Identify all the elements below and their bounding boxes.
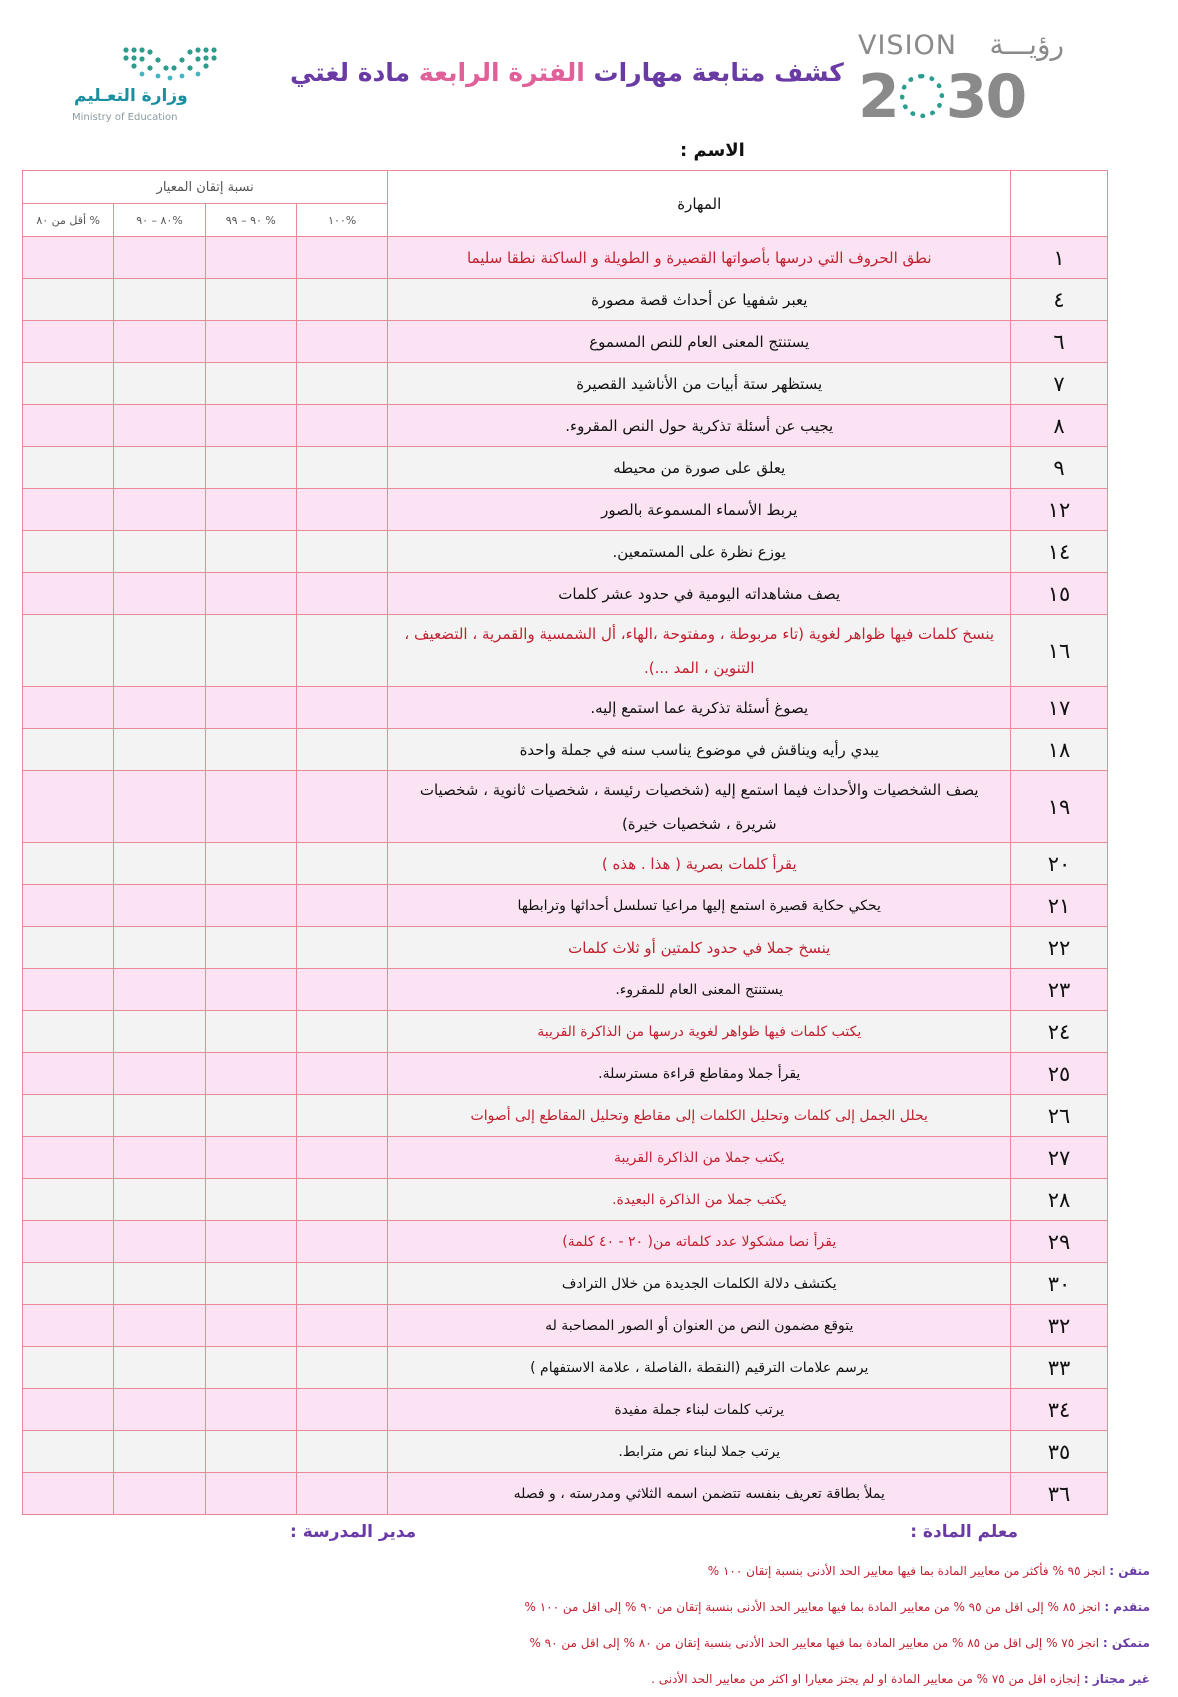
table-row bbox=[23, 1347, 1108, 1389]
table-row bbox=[23, 885, 1108, 927]
skill-number: ٣٢ bbox=[1011, 1305, 1108, 1347]
mastery-cell[interactable] bbox=[23, 729, 114, 771]
mastery-cell[interactable] bbox=[205, 1221, 296, 1263]
mastery-cell[interactable] bbox=[296, 573, 387, 615]
range-90-99: ٩٠ – ٩٩ % bbox=[205, 204, 296, 237]
mastery-cell[interactable] bbox=[114, 321, 205, 363]
skill-number: ١٩ bbox=[1011, 771, 1108, 843]
skill-number: ٢١ bbox=[1011, 885, 1108, 927]
skill-text: يملأ بطاقة تعريف بنفسه تتضمن اسمه الثلاثي ومدرسته ، و فصله bbox=[388, 1473, 1011, 1515]
range-below-80: أقل من ٨٠ % bbox=[23, 204, 114, 237]
skill-number: ٨ bbox=[1011, 405, 1108, 447]
mastery-cell[interactable] bbox=[296, 1095, 387, 1137]
skill-number: ٣٣ bbox=[1011, 1347, 1108, 1389]
mastery-cell[interactable] bbox=[205, 843, 296, 885]
table-row bbox=[23, 1137, 1108, 1179]
mastery-cell[interactable] bbox=[296, 1347, 387, 1389]
mastery-cell[interactable] bbox=[114, 447, 205, 489]
mastery-cell[interactable] bbox=[296, 1263, 387, 1305]
mastery-cell[interactable] bbox=[296, 927, 387, 969]
mastery-cell[interactable] bbox=[114, 687, 205, 729]
mastery-cell[interactable] bbox=[296, 447, 387, 489]
skill-text: يوزع نظرة على المستمعين. bbox=[388, 531, 1011, 573]
mastery-header: نسبة إتقان المعيار bbox=[23, 171, 388, 204]
mastery-cell[interactable] bbox=[114, 1179, 205, 1221]
table-row bbox=[23, 1221, 1108, 1263]
table-row bbox=[23, 237, 1108, 279]
skill-text: يحكي حكاية قصيرة استمع إليها مراعيا تسلسل أحداثها وترابطها bbox=[388, 885, 1011, 927]
mastery-cell[interactable] bbox=[114, 1221, 205, 1263]
mastery-cell[interactable] bbox=[23, 885, 114, 927]
skill-text: يستنتج المعنى العام للنص المسموع bbox=[388, 321, 1011, 363]
skill-number: ١٢ bbox=[1011, 489, 1108, 531]
legend-label: غير مجتاز : bbox=[1083, 1672, 1150, 1686]
mastery-cell[interactable] bbox=[296, 843, 387, 885]
legend-line bbox=[529, 1636, 1150, 1650]
mastery-cell[interactable] bbox=[205, 489, 296, 531]
mastery-cell[interactable] bbox=[23, 1011, 114, 1053]
mastery-cell[interactable] bbox=[205, 363, 296, 405]
mastery-cell[interactable] bbox=[205, 1263, 296, 1305]
mastery-cell[interactable] bbox=[23, 1389, 114, 1431]
student-name-label: الاسم : bbox=[680, 140, 745, 161]
skill-number: ١٨ bbox=[1011, 729, 1108, 771]
table-row bbox=[23, 771, 1108, 843]
table-row bbox=[23, 279, 1108, 321]
mastery-cell[interactable] bbox=[23, 1095, 114, 1137]
mastery-cell[interactable] bbox=[23, 1179, 114, 1221]
mastery-cell[interactable] bbox=[114, 279, 205, 321]
skill-number: ٣٥ bbox=[1011, 1431, 1108, 1473]
mastery-cell[interactable] bbox=[23, 321, 114, 363]
skill-text: يقرأ كلمات بصرية ( هذا . هذه ) bbox=[388, 843, 1011, 885]
mastery-cell[interactable] bbox=[114, 927, 205, 969]
table-row bbox=[23, 531, 1108, 573]
mastery-cell[interactable] bbox=[23, 1053, 114, 1095]
mastery-cell[interactable] bbox=[296, 1053, 387, 1095]
table-row bbox=[23, 927, 1108, 969]
table-row bbox=[23, 573, 1108, 615]
mastery-cell[interactable] bbox=[23, 447, 114, 489]
mastery-cell[interactable] bbox=[23, 969, 114, 1011]
skill-text: نطق الحروف التي درسها بأصواتها القصيرة و الطويلة و الساكنة نطقا سليما bbox=[388, 237, 1011, 279]
mastery-cell[interactable] bbox=[114, 885, 205, 927]
skill-text: يحلل الجمل إلى كلمات وتحليل الكلمات إلى مقاطع وتحليل المقاطع إلى أصوات bbox=[388, 1095, 1011, 1137]
table-row bbox=[23, 1305, 1108, 1347]
skill-number: ٢٨ bbox=[1011, 1179, 1108, 1221]
title-part-3: مادة لغتي bbox=[290, 58, 411, 87]
mastery-cell[interactable] bbox=[205, 1095, 296, 1137]
mastery-cell[interactable] bbox=[114, 969, 205, 1011]
mastery-cell[interactable] bbox=[114, 771, 205, 843]
legend-text: انجز ٧٥ % إلى اقل من ٨٥ % من معايير المادة بما فيها معايير الحد الأدنى بنسبة إتقان من ٨٠ % إلى اقل من ٩٠ % bbox=[529, 1636, 1100, 1650]
skill-text: يرتب كلمات لبناء جملة مفيدة bbox=[388, 1389, 1011, 1431]
skill-number: ٩ bbox=[1011, 447, 1108, 489]
table-row bbox=[23, 321, 1108, 363]
mastery-cell[interactable] bbox=[23, 1305, 114, 1347]
principal-signature-label: مدير المدرسة : bbox=[290, 1522, 417, 1542]
legend-text: انجز ٨٥ % إلى اقل من ٩٥ % من معايير المادة بما فيها معايير الحد الأدنى بنسبة إتقان من ٩٠ % إلى اقل من ١٠٠ % bbox=[524, 1600, 1101, 1614]
vision-2030-logo bbox=[858, 30, 1068, 130]
skill-number: ٣٤ bbox=[1011, 1389, 1108, 1431]
skill-number: ٧ bbox=[1011, 363, 1108, 405]
mastery-cell[interactable] bbox=[23, 843, 114, 885]
skill-number: ٣٠ bbox=[1011, 1263, 1108, 1305]
table-row bbox=[23, 1011, 1108, 1053]
skill-text: يكتب جملا من الذاكرة القريبة bbox=[388, 1137, 1011, 1179]
mastery-cell[interactable] bbox=[23, 363, 114, 405]
table-row bbox=[23, 489, 1108, 531]
skill-number: ٢٢ bbox=[1011, 927, 1108, 969]
skills-table bbox=[22, 170, 1108, 1515]
skill-header: المهارة bbox=[388, 171, 1011, 237]
skill-text: يستنتج المعنى العام للمقروء. bbox=[388, 969, 1011, 1011]
skill-number: ١ bbox=[1011, 237, 1108, 279]
mastery-cell[interactable] bbox=[296, 1179, 387, 1221]
skill-number: ٢٩ bbox=[1011, 1221, 1108, 1263]
skill-text: يقرأ نصا مشكولا عدد كلماته من( ٢٠ - ٤٠ كلمة) bbox=[388, 1221, 1011, 1263]
mastery-cell[interactable] bbox=[296, 1389, 387, 1431]
mastery-cell[interactable] bbox=[205, 1431, 296, 1473]
mastery-cell[interactable] bbox=[23, 1431, 114, 1473]
skill-text: يصف مشاهداته اليومية في حدود عشر كلمات bbox=[388, 573, 1011, 615]
skill-number: ٢٦ bbox=[1011, 1095, 1108, 1137]
mastery-cell[interactable] bbox=[205, 237, 296, 279]
mastery-cell[interactable] bbox=[23, 927, 114, 969]
mastery-cell[interactable] bbox=[114, 363, 205, 405]
skill-number: ٤ bbox=[1011, 279, 1108, 321]
mastery-cell[interactable] bbox=[296, 1011, 387, 1053]
vision-word: VISION bbox=[858, 30, 957, 61]
skill-text: يكتب جملا من الذاكرة البعيدة. bbox=[388, 1179, 1011, 1221]
skill-text: يرتب جملا لبناء نص مترابط. bbox=[388, 1431, 1011, 1473]
mastery-cell[interactable] bbox=[23, 615, 114, 687]
table-row bbox=[23, 1095, 1108, 1137]
mastery-cell[interactable] bbox=[114, 237, 205, 279]
mastery-cell[interactable] bbox=[296, 489, 387, 531]
mastery-cell[interactable] bbox=[114, 531, 205, 573]
page-footer bbox=[0, 1522, 1178, 1697]
mastery-cell[interactable] bbox=[205, 1305, 296, 1347]
skill-text: يبدي رأيه ويناقش في موضوع يناسب سنه في جملة واحدة bbox=[388, 729, 1011, 771]
palm-emblem-icon bbox=[900, 74, 944, 118]
skill-text: ينسخ جملا في حدود كلمتين أو ثلاث كلمات bbox=[388, 927, 1011, 969]
mastery-cell[interactable] bbox=[23, 1263, 114, 1305]
skill-number: ١٧ bbox=[1011, 687, 1108, 729]
skill-text: يتوقع مضمون النص من العنوان أو الصور المصاحبة له bbox=[388, 1305, 1011, 1347]
table-row bbox=[23, 1053, 1108, 1095]
ministry-dots-icon bbox=[120, 44, 230, 84]
table-row bbox=[23, 729, 1108, 771]
legend-label: متقن : bbox=[1109, 1564, 1150, 1578]
mastery-cell[interactable] bbox=[296, 405, 387, 447]
skill-number: ٢٠ bbox=[1011, 843, 1108, 885]
mastery-cell[interactable] bbox=[205, 573, 296, 615]
legend-label: متمكن : bbox=[1102, 1636, 1150, 1650]
legend-text: انجز ٩٥ % فأكثر من معايير المادة بما فيها معايير الحد الأدنى بنسبة إتقان ١٠٠ % bbox=[707, 1564, 1106, 1578]
mastery-cell[interactable] bbox=[296, 969, 387, 1011]
skill-number: ٦ bbox=[1011, 321, 1108, 363]
mastery-cell[interactable] bbox=[23, 405, 114, 447]
mastery-cell[interactable] bbox=[205, 321, 296, 363]
mastery-cell[interactable] bbox=[114, 1137, 205, 1179]
mastery-cell[interactable] bbox=[23, 687, 114, 729]
mastery-cell[interactable] bbox=[205, 1011, 296, 1053]
mastery-cell[interactable] bbox=[205, 1473, 296, 1515]
skill-number: ١٤ bbox=[1011, 531, 1108, 573]
table-row bbox=[23, 843, 1108, 885]
mastery-cell[interactable] bbox=[205, 687, 296, 729]
teacher-signature-label: معلم المادة : bbox=[910, 1522, 1018, 1542]
mastery-cell[interactable] bbox=[114, 1095, 205, 1137]
vision-year: 2 30 bbox=[858, 62, 1026, 132]
mastery-cell[interactable] bbox=[205, 1137, 296, 1179]
mastery-cell[interactable] bbox=[205, 405, 296, 447]
mastery-cell[interactable] bbox=[296, 771, 387, 843]
mastery-cell[interactable] bbox=[114, 615, 205, 687]
skill-text: يصف الشخصيات والأحداث فيما استمع إليه (شخصيات رئيسة ، شخصيات ثانوية ، شخصيات شريرة ، شخصيات خيرة) bbox=[388, 771, 1011, 843]
table-row bbox=[23, 1389, 1108, 1431]
skill-number: ١٥ bbox=[1011, 573, 1108, 615]
mastery-cell[interactable] bbox=[205, 729, 296, 771]
table-row bbox=[23, 1431, 1108, 1473]
skill-text: يجيب عن أسئلة تذكرية حول النص المقروء. bbox=[388, 405, 1011, 447]
mastery-cell[interactable] bbox=[114, 405, 205, 447]
mastery-cell[interactable] bbox=[23, 1137, 114, 1179]
table-row bbox=[23, 615, 1108, 687]
vision-arabic: رؤيـــة bbox=[989, 28, 1064, 61]
legend-line bbox=[708, 1564, 1150, 1578]
ministry-name-english: Ministry of Education bbox=[72, 112, 178, 123]
skill-number: ٢٤ bbox=[1011, 1011, 1108, 1053]
table-row bbox=[23, 969, 1108, 1011]
mastery-cell[interactable] bbox=[205, 279, 296, 321]
legend-text: إنجازه اقل من ٧٥ % من معايير المادة او لم يجتز معيارا او اكثر من معايير الحد الأدنى . bbox=[651, 1672, 1081, 1686]
mastery-cell[interactable] bbox=[114, 573, 205, 615]
mastery-cell[interactable] bbox=[205, 531, 296, 573]
mastery-cell[interactable] bbox=[23, 279, 114, 321]
skill-text: يرسم علامات الترقيم (النقطة ،الفاصلة ، علامة الاستفهام ) bbox=[388, 1347, 1011, 1389]
mastery-cell[interactable] bbox=[205, 771, 296, 843]
mastery-cell[interactable] bbox=[296, 1431, 387, 1473]
table-row bbox=[23, 1179, 1108, 1221]
mastery-cell[interactable] bbox=[114, 1305, 205, 1347]
mastery-cell[interactable] bbox=[296, 615, 387, 687]
mastery-cell[interactable] bbox=[114, 843, 205, 885]
title-part-2: الفترة الرابعة bbox=[418, 58, 585, 87]
legend-line bbox=[651, 1672, 1150, 1686]
mastery-cell[interactable] bbox=[114, 1263, 205, 1305]
mastery-cell[interactable] bbox=[296, 1305, 387, 1347]
mastery-cell[interactable] bbox=[296, 687, 387, 729]
skill-number: ١٦ bbox=[1011, 615, 1108, 687]
mastery-cell[interactable] bbox=[296, 531, 387, 573]
table-row bbox=[23, 447, 1108, 489]
mastery-cell[interactable] bbox=[205, 885, 296, 927]
skill-number: ٢٧ bbox=[1011, 1137, 1108, 1179]
skill-text: يعلق على صورة من محيطه bbox=[388, 447, 1011, 489]
table-row bbox=[23, 687, 1108, 729]
mastery-cell[interactable] bbox=[114, 729, 205, 771]
number-header bbox=[1011, 171, 1108, 237]
mastery-cell[interactable] bbox=[23, 237, 114, 279]
range-100: ١٠٠% bbox=[296, 204, 387, 237]
mastery-cell[interactable] bbox=[205, 927, 296, 969]
skill-number: ٢٣ bbox=[1011, 969, 1108, 1011]
mastery-cell[interactable] bbox=[296, 729, 387, 771]
skill-text: يربط الأسماء المسموعة بالصور bbox=[388, 489, 1011, 531]
mastery-cell[interactable] bbox=[296, 279, 387, 321]
ministry-name-arabic: وزارة التعـليم bbox=[74, 86, 188, 106]
skill-text: يكتشف دلالة الكلمات الجديدة من خلال الترادف bbox=[388, 1263, 1011, 1305]
range-80-90: ٨٠ – ٩٠% bbox=[114, 204, 205, 237]
title-part-1: كشف متابعة مهارات bbox=[593, 58, 844, 87]
skill-text: يستظهر ستة أبيات من الأناشيد القصيرة bbox=[388, 363, 1011, 405]
table-row bbox=[23, 1263, 1108, 1305]
mastery-cell[interactable] bbox=[114, 489, 205, 531]
mastery-cell[interactable] bbox=[23, 531, 114, 573]
mastery-cell[interactable] bbox=[296, 1473, 387, 1515]
mastery-cell[interactable] bbox=[296, 1221, 387, 1263]
mastery-cell[interactable] bbox=[23, 1221, 114, 1263]
mastery-cell[interactable] bbox=[114, 1011, 205, 1053]
mastery-cell[interactable] bbox=[205, 615, 296, 687]
mastery-cell[interactable] bbox=[205, 447, 296, 489]
skill-text: ينسخ كلمات فيها ظواهر لغوية (تاء مربوطة ، ومفتوحة ،الهاء، أل الشمسية والقمرية ، التضعيف ، التنوين ، المد ...). bbox=[388, 615, 1011, 687]
mastery-cell[interactable] bbox=[114, 1389, 205, 1431]
skill-number: ٣٦ bbox=[1011, 1473, 1108, 1515]
mastery-cell[interactable] bbox=[205, 1347, 296, 1389]
mastery-cell[interactable] bbox=[23, 489, 114, 531]
mastery-cell[interactable] bbox=[23, 771, 114, 843]
table-row bbox=[23, 363, 1108, 405]
mastery-cell[interactable] bbox=[114, 1431, 205, 1473]
page-header bbox=[0, 0, 1178, 140]
mastery-cell[interactable] bbox=[23, 1347, 114, 1389]
legend-line bbox=[524, 1600, 1150, 1614]
mastery-cell[interactable] bbox=[296, 321, 387, 363]
skill-number: ٢٥ bbox=[1011, 1053, 1108, 1095]
skill-text: يقرأ جملا ومقاطع قراءة مسترسلة. bbox=[388, 1053, 1011, 1095]
skill-text: يكتب كلمات فيها ظواهر لغوية درسها من الذاكرة القريبة bbox=[388, 1011, 1011, 1053]
skill-text: يعبر شفهيا عن أحداث قصة مصورة bbox=[388, 279, 1011, 321]
mastery-cell[interactable] bbox=[205, 1389, 296, 1431]
mastery-cell[interactable] bbox=[114, 1473, 205, 1515]
mastery-cell[interactable] bbox=[296, 363, 387, 405]
mastery-cell[interactable] bbox=[23, 1473, 114, 1515]
legend-label: متقدم : bbox=[1104, 1600, 1150, 1614]
mastery-cell[interactable] bbox=[23, 573, 114, 615]
page-title bbox=[290, 58, 844, 87]
mastery-cell[interactable] bbox=[114, 1347, 205, 1389]
mastery-cell[interactable] bbox=[114, 1053, 205, 1095]
mastery-cell[interactable] bbox=[205, 969, 296, 1011]
mastery-cell[interactable] bbox=[205, 1053, 296, 1095]
mastery-cell[interactable] bbox=[296, 1137, 387, 1179]
mastery-cell[interactable] bbox=[296, 237, 387, 279]
table-row bbox=[23, 405, 1108, 447]
skill-text: يصوغ أسئلة تذكرية عما استمع إليه. bbox=[388, 687, 1011, 729]
table-row bbox=[23, 1473, 1108, 1515]
ministry-logo bbox=[70, 44, 188, 134]
mastery-cell[interactable] bbox=[296, 885, 387, 927]
mastery-cell[interactable] bbox=[205, 1179, 296, 1221]
